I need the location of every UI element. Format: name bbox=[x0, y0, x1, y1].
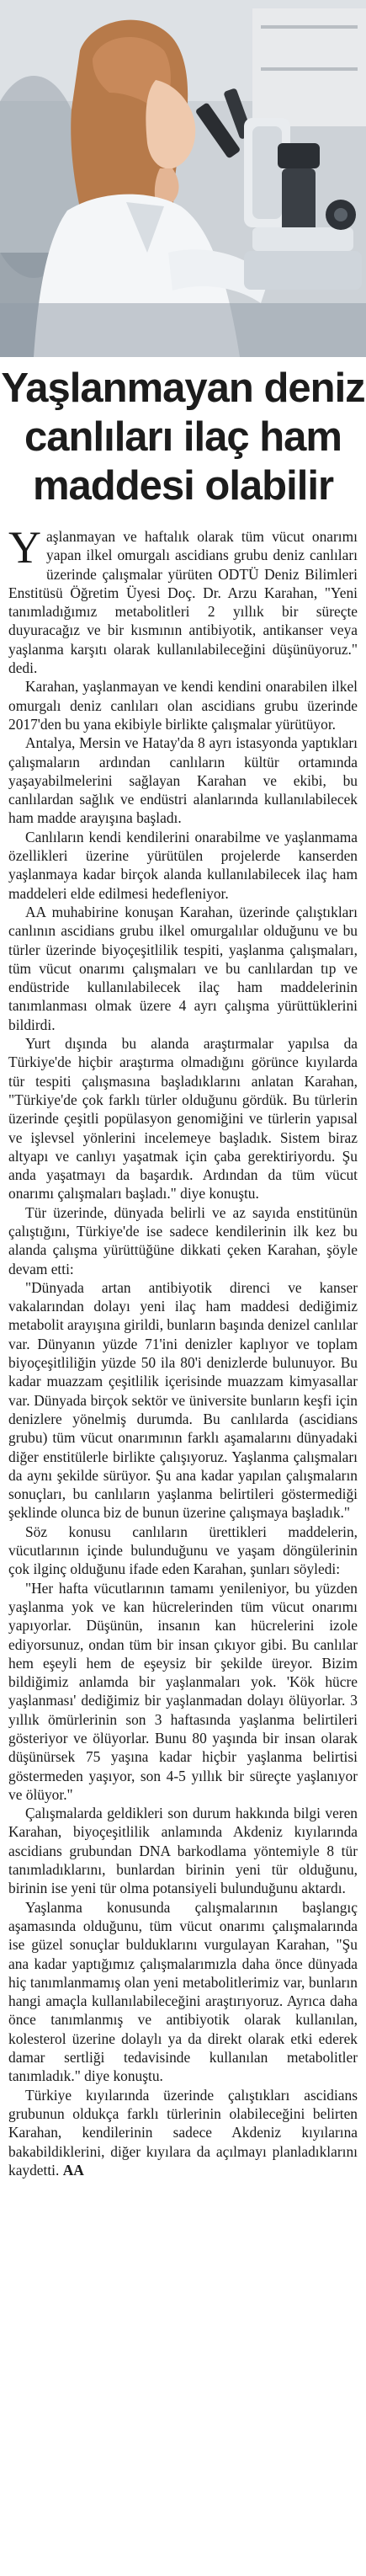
article-paragraph: Antalya, Mersin ve Hatay'da 8 ayrı istasyonda yaptıkları çalışmaların ardından canlıların kültür ortamında yaşayabilmelerini sağlayan Karahan ve ekibi, bu canlılardan sağlık ve endüstri alanlarında kullanılabilecek ham madde arayışına başladı. bbox=[8, 734, 358, 827]
agency-signature: AA bbox=[62, 2161, 84, 2179]
headline-line-2: canlıları ilaç ham bbox=[24, 414, 342, 460]
article-paragraph: Tür üzerinde, dünyada belirli ve az sayıda enstitünün çalıştığını, Türkiye'de ise sadece kendilerinin ilk kez bu alanda çalışma yürüttüğüne dikkati çeken Karahan, şöyle devam etti: bbox=[8, 1203, 358, 1277]
article-paragraph: Söz konusu canlıların ürettikleri maddelerin, vücutlarının içinde bulunduğunu ve yaşam döngülerinin çok ilginç olduğunu ifade eden Karahan, şunları söyledi: bbox=[8, 1523, 358, 1578]
closing-paragraph-text: Türkiye kıyılarında üzerinde çalıştıkları ascidians grubunun oldukça farklı türlerinin olabileceğini belirten Karahan, kendilerinin sadece Akdeniz kıyılarına bakabildiklerini, diğer kıyılara da açılmayı planladıklarını kaydetti. bbox=[8, 2086, 358, 2179]
article-paragraph: Çalışmalarda geldikleri son durum hakkında bilgi veren Karahan, biyoçeşitlilik anlamında Akdeniz kıyılarında ascidians grubundan DNA barkodlama yöntemiyle 8 tür tanımladıklarını, bunlardan birinin yeni tür olduğunu, birinin ise yeni tür olma potansiyeli bulunduğunu aktardı. bbox=[8, 1805, 358, 1897]
article-paragraph bbox=[8, 2086, 358, 2179]
lead-paragraph-text: aşlanmayan ve haftalık olarak tüm vücut onarımı yapan ilkel omurgalı ascidians grubu deniz canlıları üzerinde çalışmalar yürüten ODTÜ Deniz Bilimleri Enstitüsü Öğretim Üyesi Doç. Dr. Arzu Karahan, "Yeni tanımladığımız metabolitleri 2 yıllık bir süreçte duyuracağız ve bir kısmının antibiyotik, antikanser veya yaşlanma karşıtı olarak kullanılabileceğini düşünüyoruz." dedi. bbox=[8, 528, 358, 677]
photo-illustration bbox=[0, 0, 366, 357]
article-paragraph: "Dünyada artan antibiyotik direnci ve kanser vakalarından dolayı yeni ilaç ham maddesi dediğimiz metabolit arayışına girildi, bunların başında denizel canlılar var. Dünyanın yüzde 71'ini denizler kaplıyor ve toplam biyoçeşitliliğin yüzde 50 ila 80'i denizlerde bulunuyor. Bu kadar muazzam çeşitlilik içerisinde muazzam kimyasallar var. Dünyada birçok sektör ve üniversite bunların keşfi için denizlere yönelmiş durumda. Bu canlılarda (ascidians grubu) tüm vücut onarımının farklı aşamalarını dünyadaki diğer enstitülerle birlikte çalışıyoruz. Yaşlanma çalışmaları da aynı şekilde sürüyor. Şu ana kadar yapılan çalışmaların sonuçları, bu canlıların yaşlanma belirtileri göstermediği şeklinde olunca biz de bunun üzerine çalışmaya başladık." bbox=[8, 1278, 358, 1522]
article-paragraph: "Her hafta vücutlarının tamamı yenileniyor, bu yüzden yaşlanma yok ve kan hücrelerinden tüm vücut onarımı yapıyorlar. Düşünün, insanın kan hücrelerini izole ediyorsunuz, ondan tüm bir insan çıkıyor gibi. Bu canlılar hem eşeyli hem de eşeysiz bir şekilde üreyor. Bizim bildiğimiz anlamda bir yaşlanmaları yok. 'Kök hücre yaşlanması' dediğimiz bir yaşlanmadan dolayı ölüyorlar. 3 yıllık ömürlerinin son 3 haftasında yaşlanma belirtileri gösteriyor ve ölüyorlar. Bunu 80 yaşında bir insan olarak düşünürsek 75 yaşına kadar hiçbir yaşlanma belirtisi göstermeden yaşıyor, son 4-5 yıllık bir süreçte yaşlanıyor ve ölüyor." bbox=[8, 1579, 358, 1803]
headline-line-3: maddesi olabilir bbox=[32, 463, 334, 509]
article-paragraph: Canlıların kendi kendilerini onarabilme ve yaşlanmama özellikleri üzerine yürütülen projelerde kanserden yaşlanmaya kadar birçok alanda kullanılabilecek ilaç ham maddeleri elde edilmesi hedefleniyor. bbox=[8, 828, 358, 902]
article-paragraph: Karahan, yaşlanmayan ve kendi kendini onarabilen ilkel omurgalı deniz canlıları olan ascidians grubu üzerinde 2017'den bu yana ekibiyle birlikte çalışmalar yürütüyor. bbox=[8, 678, 358, 733]
article-headline bbox=[0, 364, 366, 510]
article-paragraph: Yaşlanma konusunda çalışmalarının başlangıç aşamasında olduğunu, tüm vücut onarımı çalışmalarında ise güzel sonuçlar bulduklarını vurgulayan Karahan, "Şu ana kadar yaptığımız çalışmalarımızla daha önce dünyada hiç tanımlanmamış olan yeni metabolitlerimiz var, bunların hangi amaçla kullanılabileceğini araştırıyoruz. Ayrıca daha önce tanımlanmış ve antibiyotik olarak kullanılan, kolesterol üzerine dolaylı ya da direkt olarak etki ederek damar sertliği tedavisinde kullanılan metabolitler tanımladık." diye konuştu. bbox=[8, 1898, 358, 2085]
article-paragraph: AA muhabirine konuşan Karahan, üzerinde çalıştıkları canlının ascidians grubu ilkel omurgalılar olduğunu ve bu türler üzerinde biyoçeşitlilik tespiti, yaşlanma çalışmaları, tüm vücut onarımı çalışmaları ve bu canlılardan tıp ve endüstride kullanılabilecek ilaç ham maddelerinin tanımlanması olmak üzere 4 ayrı çalışma yürüttüklerini bildirdi. bbox=[8, 903, 358, 1033]
scientist-microscope-photo bbox=[0, 0, 366, 357]
drop-cap: Y bbox=[8, 522, 41, 573]
headline-line-1: Yaşlanmayan deniz bbox=[1, 365, 365, 411]
article-paragraph bbox=[8, 522, 358, 677]
article-body bbox=[8, 522, 358, 2179]
article-paragraph: Yurt dışında bu alanda araştırmalar yapılsa da Türkiye'de hiçbir araştırma olmadığını görünce kıyılarda tür tespiti çalışmasına başladıklarını anlatan Karahan, "Türkiye'de çok farklı türler olduğunu gördük. Bu türlerin üzerinde çeşitli popülasyon genomiğini ve türlerin yapısal ve işlevsel yönlerini incelemeye başladık. Sistem biraz altyapı ve canlıyı yaşatmak için çaba gerektiriyordu. Şu anda yaşatmayı da başardık. Ardından da tüm vücut onarımı çalışmaları başladı." diye konuştu. bbox=[8, 1035, 358, 1203]
